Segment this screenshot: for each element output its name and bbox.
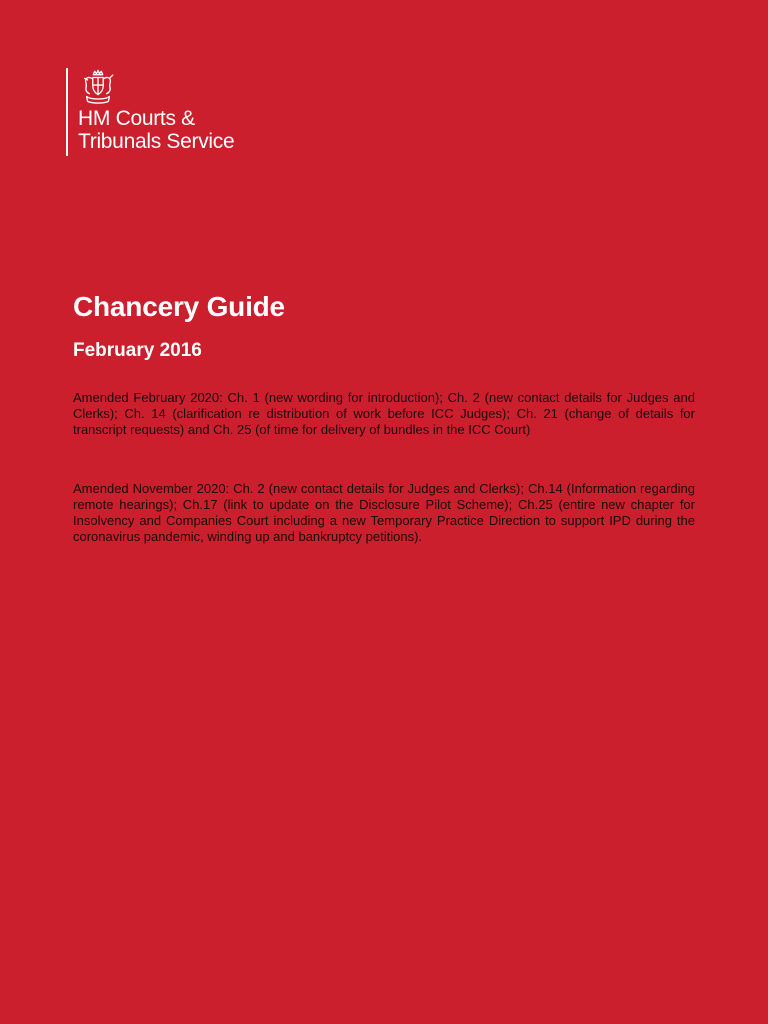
hmcts-logo <box>66 68 234 156</box>
logo-body <box>78 68 234 156</box>
amendment-note-february-2020: Amended February 2020: Ch. 1 (new wording for introduction); Ch. 2 (new contact details for Judges and Clerks); Ch. 14 (clarification re distribution of work before ICC Judges); Ch. 21 (change of details for transcript requests) and Ch. 25 (of time for delivery of bundles in the ICC Court) <box>73 390 695 437</box>
document-date: February 2016 <box>73 340 202 361</box>
amendment-note-november-2020: Amended November 2020: Ch. 2 (new contact details for Judges and Clerks); Ch.14 (Information regarding remote hearings); Ch.17 (link to update on the Disclosure Pilot Scheme); Ch.25 (entire new chapter for Insolvency and Companies Court including a new Temporary Practice Direction to support IPD during the coronavirus pandemic, winding up and bankruptcy petitions). <box>73 481 695 544</box>
page-title: Chancery Guide <box>73 291 285 322</box>
logo-text-line-2: Tribunals Service <box>78 130 235 153</box>
logo-text-line-1: HM Courts & <box>78 107 195 130</box>
logo-divider <box>66 68 68 156</box>
royal-coat-of-arms-icon <box>79 68 117 106</box>
